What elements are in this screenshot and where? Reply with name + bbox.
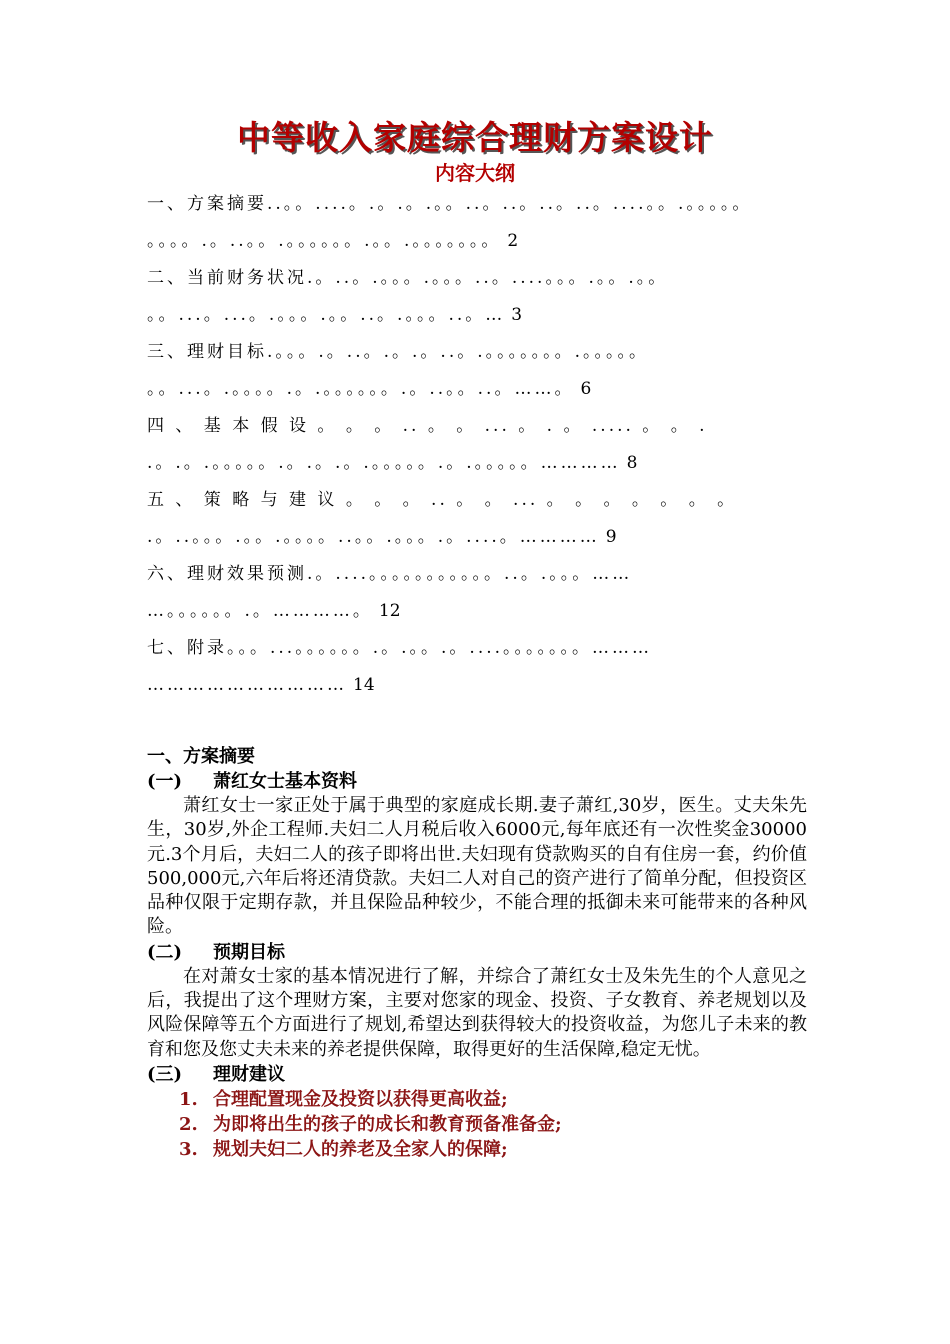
subsection-title: 理财建议	[213, 1063, 285, 1085]
toc-line	[147, 667, 807, 704]
subsection-heading	[147, 769, 807, 794]
section-heading: 一、方案摘要	[147, 746, 255, 767]
recommendation-item	[147, 1112, 807, 1137]
subsection-number: (一)	[147, 771, 183, 792]
recommendation-number: 1.	[179, 1088, 198, 1110]
toc-entry[interactable]	[147, 556, 807, 630]
toc-page-number: 6	[580, 379, 592, 399]
toc-entry[interactable]	[147, 630, 807, 704]
toc-entry[interactable]	[147, 186, 807, 260]
toc-page-number: 9	[605, 527, 617, 547]
recommendation-text: 合理配置现金及投资以获得更高收益;	[213, 1088, 508, 1110]
toc-page-number: 8	[626, 453, 638, 473]
toc-entry[interactable]	[147, 482, 807, 556]
body-paragraph: 在对萧女士家的基本情况进行了解，并综合了萧红女士及朱先生的个人意见之后，我提出了这个理财方案，主要对您家的现金、投资、子女教育、养老规划以及风险保障等五个方面进行了规划,希望达到获得较大的投资收益，为您儿子未来的教育和您及您丈夫未来的养老提供保障，取得更好的生活保障,稳定无忧。	[147, 965, 807, 1060]
toc-line: 一、方案摘要..。。....。.。.。.。。..。..。..。..。....。。.。。。。。	[147, 194, 753, 214]
toc-leader: .。.。.。。。。。.。.。.。.。。。。。.。.。。。。。…………	[147, 453, 621, 473]
toc-line: 二、当前财务状况.。..。.。。。.。。。..。....。。。.。。.。。	[147, 268, 669, 288]
toc-entry[interactable]	[147, 408, 807, 482]
document-subtitle: 内容大纲	[435, 161, 515, 185]
toc-line	[147, 223, 807, 260]
recommendation-item	[147, 1087, 807, 1112]
toc-entry[interactable]	[147, 260, 807, 334]
toc-line	[147, 371, 807, 408]
toc-leader: 。。...。.。。。。.。.。。。。。。.。..。。..。……。	[147, 379, 575, 399]
toc-line: 三、理财目标.。。。.。..。.。.。..。.。。。。。。。.。。。。。	[147, 342, 650, 362]
subsection-title: 预期目标	[213, 941, 285, 963]
toc-leader: …………………………	[147, 675, 347, 695]
toc-line: 五 、 策 略 与 建 议 。 。 。 .. 。 。 ... 。 。 。 。 。 。 。	[147, 490, 738, 510]
toc-line	[147, 297, 807, 334]
toc-entry[interactable]	[147, 334, 807, 408]
toc-page-number: 3	[511, 305, 523, 325]
toc-leader: .。..。。。.。。.。。。。..。。.。。。.。....。…………	[147, 527, 600, 547]
subsection-number: (二)	[147, 941, 183, 963]
toc-leader: …。。。。。。.。…………。	[147, 601, 373, 621]
toc-line: 七、附录。。。...。。。。。。.。.。。.。....。。。。。。。………	[147, 638, 653, 658]
toc-page-number: 2	[507, 231, 519, 251]
toc-line: 六、理财效果预测.。....。。。。。。。。。。。..。.。。。……	[147, 564, 633, 584]
toc-leader: 。。。。.。..。。.。。。。。。.。。.。。。。。。。	[147, 231, 502, 251]
recommendation-text: 为即将出生的孩子的成长和教育预备准备金;	[213, 1113, 562, 1135]
subsection-title: 萧红女士基本资料	[213, 771, 357, 792]
subsection-heading	[147, 1062, 807, 1087]
toc-page-number: 12	[378, 601, 401, 621]
recommendation-number: 3.	[179, 1138, 198, 1160]
subsection-heading	[147, 940, 807, 965]
body-paragraph: 萧红女士一家正处于属于典型的家庭成长期.妻子萧红,30岁，医生。丈夫朱先生，30岁,外企工程师.夫妇二人月税后收入6000元,每年底还有一次性奖金30000元.3个月后，夫妇二人的孩子即将出世.夫妇现有贷款购买的自有住房一套，约价值500,000元,六年后将还清贷款。夫妇二人对自己的资产进行了简单分配，但投资区品种仅限于定期存款，并且保险品种较少，不能合理的抵御未来可能带来的各种风险。	[147, 795, 807, 938]
toc-leader: 。。...。...。.。。。.。。..。.。。。..。…	[147, 305, 506, 325]
subsection-number: (三)	[147, 1063, 183, 1085]
table-of-contents	[147, 186, 807, 704]
recommendation-item	[147, 1137, 807, 1162]
toc-line	[147, 445, 807, 482]
toc-line: 四 、 基 本 假 设 。 。 。 .. 。 。 ... 。 . 。 ..... 。 。 .	[147, 416, 708, 436]
toc-page-number: 14	[353, 675, 375, 695]
document-title: 中等收入家庭综合理财方案设计	[237, 118, 713, 157]
toc-line	[147, 519, 807, 556]
recommendation-number: 2.	[179, 1113, 198, 1135]
recommendation-text: 规划夫妇二人的养老及全家人的保障;	[213, 1138, 508, 1160]
summary-section	[147, 744, 807, 1162]
toc-line	[147, 593, 807, 630]
